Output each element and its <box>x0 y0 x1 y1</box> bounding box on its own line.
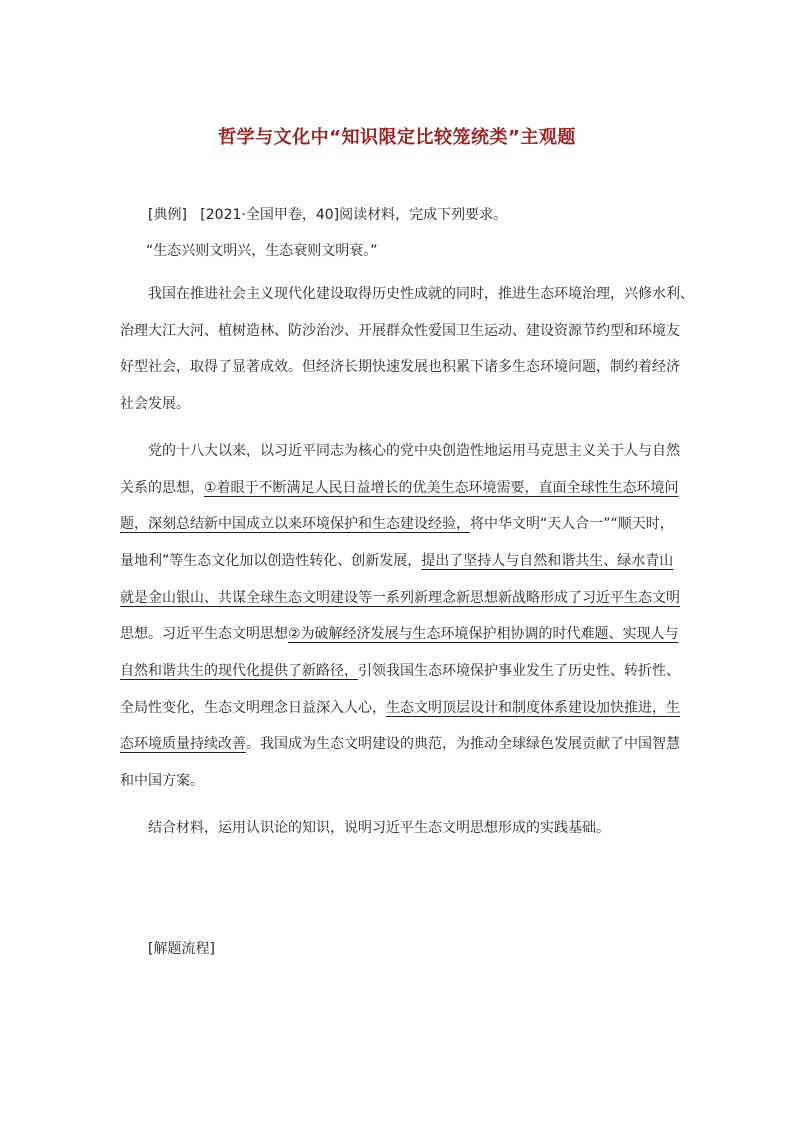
para2-underlined-text: 生态文明顶层设计和制度体系建设加快推进，生 <box>386 700 680 716</box>
para2-line3 <box>120 513 674 533</box>
para2-line8 <box>120 697 680 717</box>
para1-line2: 治理大江大河、植树造林、防沙治沙、开展群众性爱国卫生运动、建设资源节约型和环境友 <box>120 323 680 339</box>
para2-line2 <box>120 477 679 497</box>
para2-text: 全局性变化，生态文明理念日益深入人心， <box>120 700 386 716</box>
para1-line1: 我国在推进社会主义现代化建设取得历史性成就的同时，推进生态环境治理，兴修水利、 <box>148 286 694 302</box>
para2-text: 。我国成为生态文明建设的典范，为推动全球绿色发展贡献了中国智慧 <box>246 736 680 752</box>
para2-line7 <box>120 660 680 680</box>
para2-underlined-text: 自然和谐共生的现代化提供了新路径， <box>120 663 358 679</box>
document-title: 哲学与文化中“知识限定比较笼统类”主观题 <box>218 127 576 148</box>
question-text: 结合材料，运用认识论的知识，说明习近平生态文明思想形成的实践基础。 <box>148 820 610 836</box>
para2-underlined-text: 提出了坚持人与自然和谐共生、绿水青山 <box>421 553 674 569</box>
para2-text: 思想。习近平生态文明思想 <box>120 626 288 642</box>
para2-text: 引领我国生态环境保护事业发生了历史性、转折性、 <box>358 663 680 679</box>
para2-line10: 和中国方案。 <box>120 773 204 789</box>
example-tag: [典例] <box>148 207 187 223</box>
para1-line3: 好型社会，取得了显著成效。但经济长期快速发展也积累下诸多生态环境问题，制约着经济 <box>120 359 680 375</box>
para2-text: 将中华文明“天人合一”“顺天时， <box>470 516 674 532</box>
para2-underlined-point-1: ①着眼于不断满足人民日益增长的优美生态环境需要，直面全球性生态环境问 <box>204 480 679 496</box>
para2-underlined-text: 题，深刻总结新中国成立以来环境保护和生态建设经验， <box>120 516 470 532</box>
para2-text: 量地利”等生态文化加以创造性转化、创新发展， <box>120 553 422 569</box>
para1-line4: 社会发展。 <box>120 396 190 412</box>
example-source: [2021·全国甲卷，40]阅读材料，完成下列要求。 <box>200 207 508 223</box>
quote-line: “生态兴则文明兴，生态衰则文明衰。” <box>146 243 378 259</box>
para2-line5: 就是金山银山、共谋全球生态文明建设等一系列新理念新思想新战略形成了习近平生态文明 <box>120 590 680 606</box>
para2-text: 关系的思想， <box>120 480 204 496</box>
para2-underlined-text: 态环境质量持续改善 <box>120 736 246 752</box>
para2-line4 <box>120 550 673 570</box>
para2-underlined-point-2: ②为破解经济发展与生态环境保护相协调的时代难题、实现人与 <box>288 626 679 642</box>
example-line <box>148 204 507 224</box>
para2-line1: 党的十八大以来，以习近平同志为核心的党中央创造性地运用马克思主义关于人与自然 <box>148 443 680 459</box>
para2-line6 <box>120 623 679 643</box>
para2-line9 <box>120 733 680 753</box>
section-heading: [解题流程] <box>148 941 215 957</box>
